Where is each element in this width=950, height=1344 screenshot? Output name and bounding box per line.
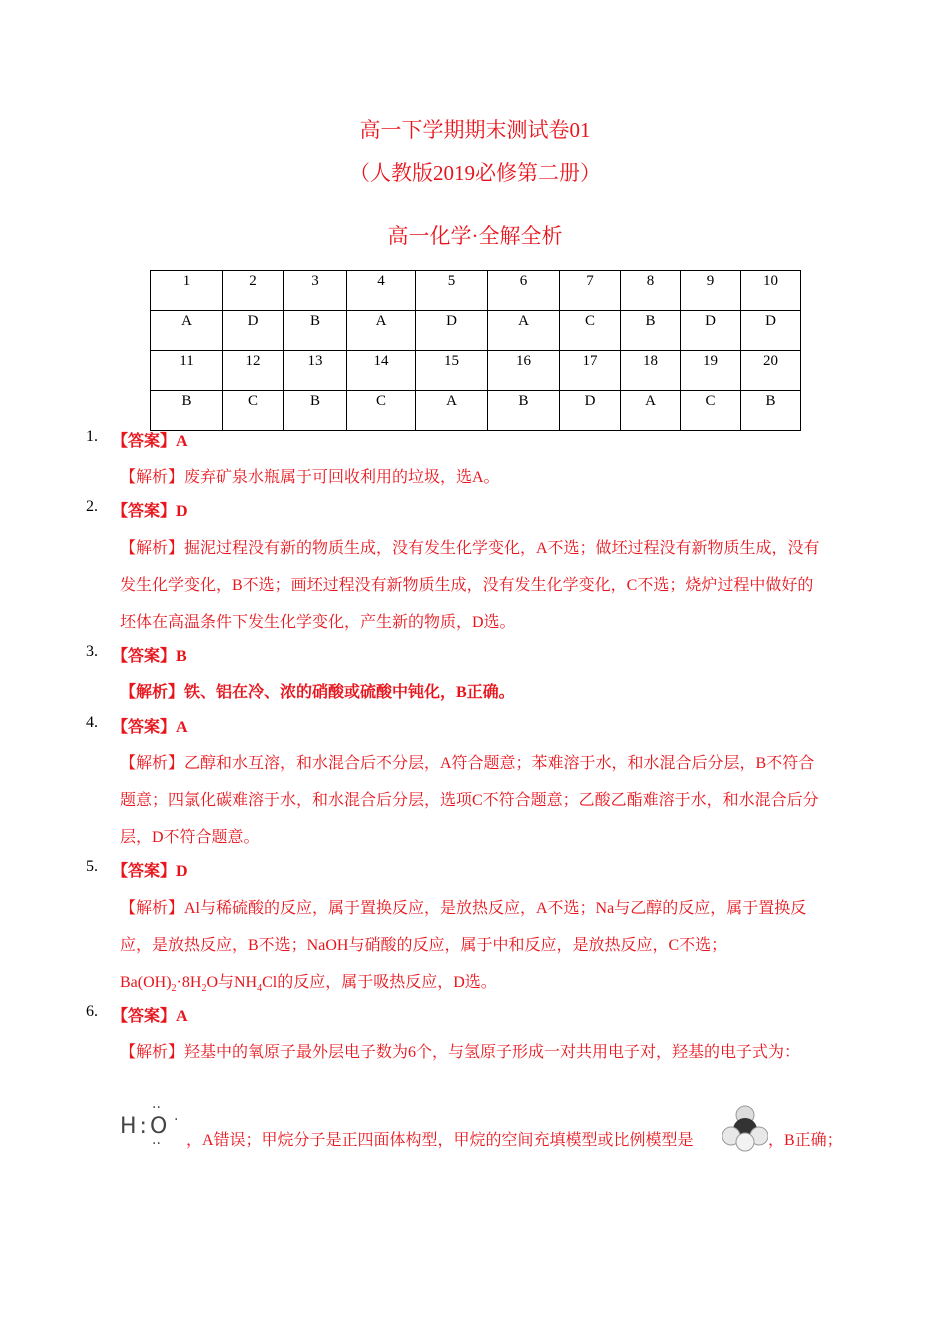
table-cell: B [488, 391, 560, 431]
analysis-line: 应，是放热反应，B不选；NaOH与硝酸的反应，属于中和反应，是放热反应，C不选； [120, 937, 728, 954]
table-cell: 10 [741, 271, 801, 311]
analysis-line: 层，D不符合题意。 [120, 829, 260, 846]
table-cell: C [223, 391, 284, 431]
analysis-line: 坯体在高温条件下发生化学变化，产生新的物质，D选。 [120, 614, 516, 631]
electron-dot-right: · [174, 1112, 179, 1128]
table-cell: A [416, 391, 488, 431]
table-cell: 7 [560, 271, 621, 311]
table-cell: 9 [681, 271, 741, 311]
table-cell: B [284, 311, 347, 351]
table-cell: 15 [416, 351, 488, 391]
formula-part: O与NH [206, 974, 258, 991]
table-cell: 17 [560, 351, 621, 391]
answer-label: 【答案】A [112, 1008, 188, 1025]
item-number: 6. [86, 1003, 98, 1020]
analysis-line: 发生化学变化，B不选；画坯过程没有新物质生成，没有发生化学变化，C不选；烧炉过程中做好的 [120, 577, 814, 594]
table-cell: D [681, 311, 741, 351]
analysis-line: 【解析】羟基中的氧原子最外层电子数为6个，与氢原子形成一对共用电子对，羟基的电子式为： [120, 1044, 801, 1061]
table-cell: A [151, 311, 223, 351]
doc-title: 高一下学期期末测试卷01 [359, 118, 591, 142]
table-cell: 4 [347, 271, 416, 311]
electron-dots-top: ·· [152, 1100, 161, 1116]
table-cell: A [488, 311, 560, 351]
table-cell: B [151, 391, 223, 431]
methane-model-icon [722, 1104, 768, 1152]
table-cell: D [741, 311, 801, 351]
analysis-line: 【解析】铁、铝在冷、浓的硝酸或硫酸中钝化，B正确。 [120, 684, 515, 701]
table-cell: B [621, 311, 681, 351]
analysis-line: 【解析】Al与稀硫酸的反应，属于置换反应，是放热反应，A不选；Na与乙醇的反应，属于置换反 [120, 900, 807, 917]
table-cell: 11 [151, 351, 223, 391]
answer-label: 【答案】A [112, 719, 188, 736]
table-cell: 18 [621, 351, 681, 391]
item-number: 3. [86, 643, 98, 660]
table-cell: 5 [416, 271, 488, 311]
table-cell: 13 [284, 351, 347, 391]
table-cell: D [223, 311, 284, 351]
hydroxyl-lewis-structure [120, 1100, 182, 1152]
electron-dots-bottom: ·· [152, 1136, 161, 1152]
answer-table [150, 270, 801, 431]
table-cell: 6 [488, 271, 560, 311]
table-cell: 16 [488, 351, 560, 391]
table-cell: A [347, 311, 416, 351]
item-number: 2. [86, 498, 98, 515]
table-cell: C [560, 311, 621, 351]
lewis-formula-text: H:O [120, 1114, 171, 1139]
answer-label: 【答案】D [112, 863, 188, 880]
answer-label: 【答案】A [112, 433, 188, 450]
formula-part: 2 [171, 983, 177, 995]
table-cell: 1 [151, 271, 223, 311]
table-cell: A [621, 391, 681, 431]
analysis-line: ，A错误；甲烷分子是正四面体构型，甲烷的空间充填模型或比例模型是 [186, 1132, 694, 1149]
table-cell: 2 [223, 271, 284, 311]
analysis-line: 【解析】掘泥过程没有新的物质生成，没有发生化学变化，A不选；做坯过程没有新物质生成，没有 [120, 540, 820, 557]
table-cell: C [347, 391, 416, 431]
table-cell: D [416, 311, 488, 351]
answer-label: 【答案】D [112, 503, 188, 520]
table-cell: B [741, 391, 801, 431]
table-cell: 14 [347, 351, 416, 391]
item-number: 1. [86, 428, 98, 445]
table-row [151, 351, 801, 391]
table-cell: 3 [284, 271, 347, 311]
table-cell: 20 [741, 351, 801, 391]
analysis-line: 【解析】废弃矿泉水瓶属于可回收利用的垃圾，选A。 [120, 469, 500, 486]
answer-label: 【答案】B [112, 648, 187, 665]
analysis-line: ，B正确； [768, 1132, 843, 1149]
table-cell: 8 [621, 271, 681, 311]
analysis-line: 【解析】乙醇和水互溶，和水混合后不分层，A符合题意；苯难溶于水，和水混合后分层，B不符合 [120, 755, 815, 772]
formula-part: Cl的反应，属于吸热反应，D选。 [262, 974, 497, 991]
table-cell: B [284, 391, 347, 431]
table-row [151, 271, 801, 311]
table-row [151, 391, 801, 431]
table-cell: D [560, 391, 621, 431]
item-number: 5. [86, 858, 98, 875]
table-cell: 12 [223, 351, 284, 391]
table-cell: C [681, 391, 741, 431]
formula-part: 4 [257, 983, 263, 995]
table-cell: 19 [681, 351, 741, 391]
section-title: 高一化学·全解全析 [387, 224, 563, 248]
table-row [151, 311, 801, 351]
doc-subtitle: （人教版2019必修第二册） [349, 161, 601, 185]
formula-part: ·8H [176, 974, 202, 991]
analysis-line: 题意；四氯化碳难溶于水，和水混合后分层，选项C不符合题意；乙酸乙酯难溶于水，和水混合后分 [120, 792, 819, 809]
formula-part: 2 [201, 983, 207, 995]
formula-part: Ba(OH) [120, 974, 172, 991]
analysis-line [120, 969, 497, 994]
item-number: 4. [86, 714, 98, 731]
